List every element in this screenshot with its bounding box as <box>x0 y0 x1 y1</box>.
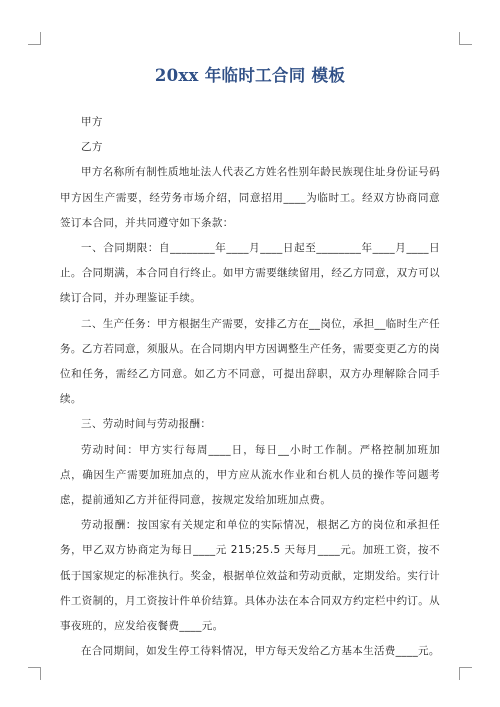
crop-mark-bottom-left <box>28 667 41 680</box>
crop-mark-bottom-right <box>459 667 472 680</box>
clause-production-task: 二、生产任务：甲方根据生产需要，安排乙方在__岗位，承担__临时生产任务。乙方若同意，须服从。在合同期内甲方因调整生产任务，需要变更乙方的岗位和任务，需经乙方同意。如乙方不同意，可提出辞职，双方办理解除合同手续。 <box>60 317 440 406</box>
party-a-label: 甲方 <box>81 116 103 128</box>
intro-paragraph: 甲方名称所有制性质地址法人代表乙方姓名性别年龄民族现住址身份证号码甲方因生产需要，经劳务市场介绍，同意招用____为临时工。经双方协商同意签订本合同，并共同遵守如下条款： <box>60 166 440 229</box>
document-title <box>0 62 500 86</box>
title-number: 20xx <box>154 66 199 85</box>
document-body <box>60 110 440 664</box>
clause-contract-term: 一、合同期限：自________年____月____日起至________年____月____日止。合同期满，本合同自行终止。如甲方需要继续留用，经乙方同意，双方可以续订合同，并办理鉴证手续。 <box>60 242 440 305</box>
title-text: 年临时工合同 模板 <box>198 66 346 85</box>
clause-remuneration: 劳动报酬：按国家有关规定和单位的实际情况，根据乙方的岗位和承担任务，甲乙双方协商定为每日____元 215;25.5 天每月____元。加班工资，按不低于国家规定的标准执行。奖金，根据单位效益和劳动贡献，定期发给。实行计件工资制的，月工资按计件单价结算。具体办法在本合同双方约定栏中约订。从事夜班的，应发给夜餐费____元。 <box>60 519 440 633</box>
crop-mark-top-left <box>28 32 41 45</box>
clause-work-stoppage: 在合同期间，如发生停工待料情况，甲方每天发给乙方基本生活费____元。 <box>81 645 440 658</box>
crop-mark-top-right <box>459 32 472 45</box>
clause-time-and-pay-heading: 三、劳动时间与劳动报酬： <box>81 418 212 431</box>
party-b-label: 乙方 <box>81 141 103 154</box>
clause-working-time: 劳动时间：甲方实行每周____日，每日__小时工作制。严格控制加班加点，确因生产需要加班加点的，甲方应从流水作业和台机人员的操作等问题考虑，提前通知乙方并征得同意，按规定发给加班加点费。 <box>60 443 440 507</box>
